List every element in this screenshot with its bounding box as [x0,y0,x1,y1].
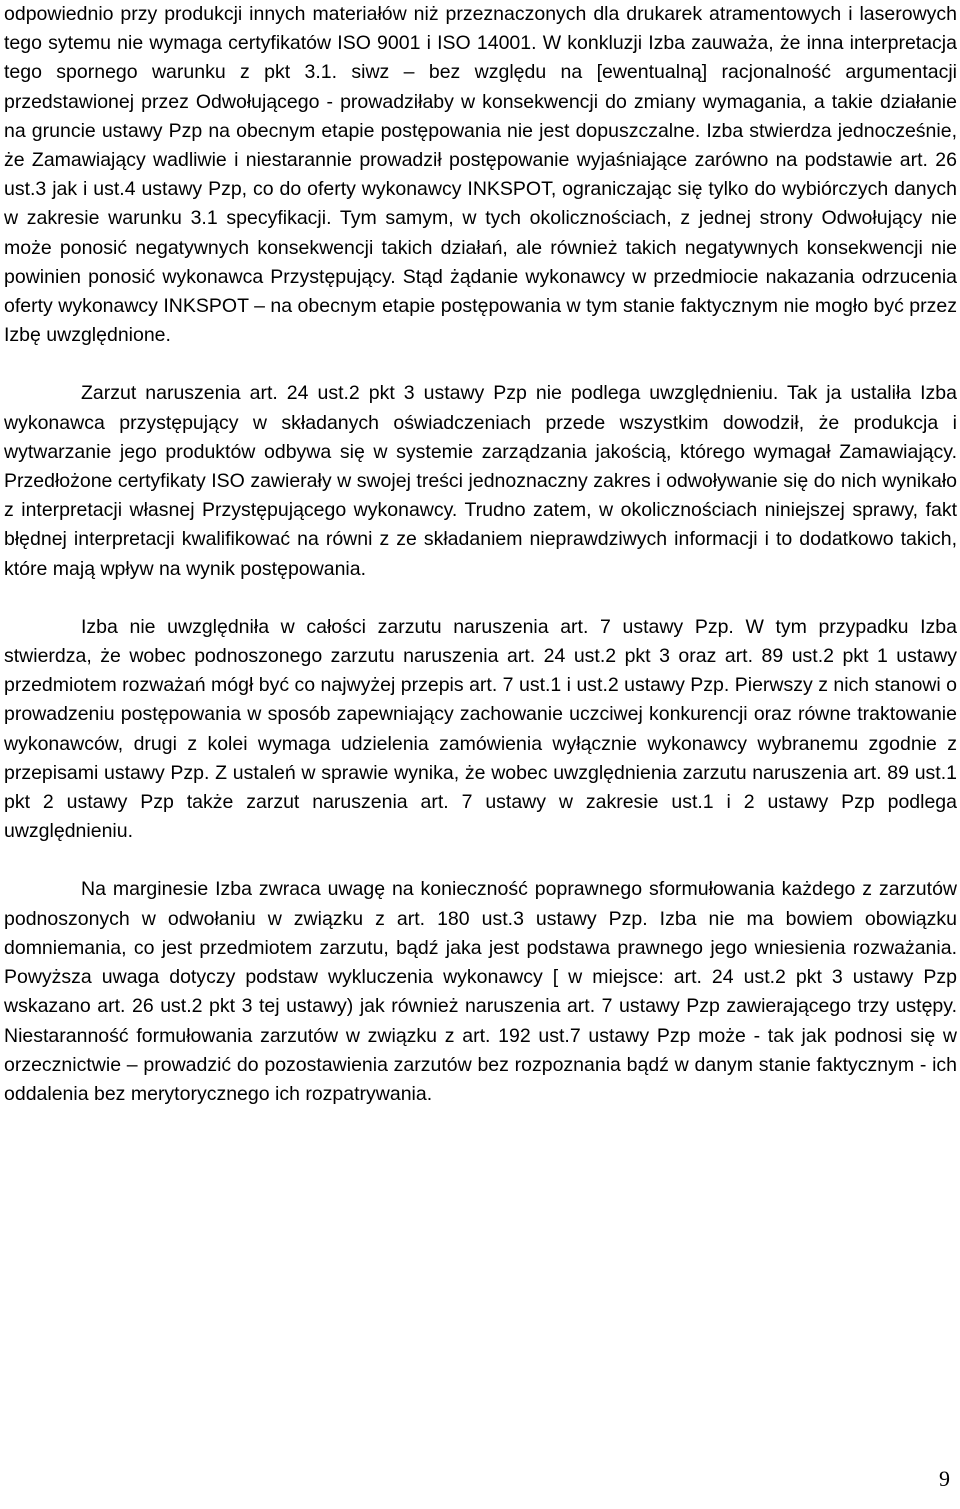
paragraph-4: Na marginesie Izba zwraca uwagę na konieczność poprawnego sformułowania każdego z zarzutów podnoszonych w odwołaniu w związku z art. 180 ust.3 ustawy Pzp. Izba nie ma bowiem obowiązku domniemania, co jest przedmiotem zarzutu, bądź jaka jest podstawa prawnego jego wniesienia rozważania. Powyższa uwaga dotyczy podstaw wykluczenia wykonawcy [ w miejsce: art. 24 ust.2 pkt 3 ustawy Pzp wskazano art. 26 ust.2 pkt 3 tej ustawy) jak również naruszenia art. 7 ustawy Pzp zawierającego trzy ustępy. Niestaranność formułowania zarzutów w związku z art. 192 ust.7 ustawy Pzp może - tak jak podnosi się w orzecznictwie – prowadzić do pozostawienia zarzutów bez rozpoznania bądź w danym stanie faktycznym - ich oddalenia bez merytorycznego ich rozpatrywania. [4,878,957,1105]
page-number: 9 [939,1466,950,1491]
paragraph-spacer [4,846,957,875]
paragraph-spacer [4,584,957,613]
paragraph-3: Izba nie uwzględniła w całości zarzutu naruszenia art. 7 ustawy Pzp. W tym przypadku Izba stwierdza, że wobec podnoszonego zarzutu naruszenia art. 24 ust.2 pkt 3 oraz art. 89 ust.2 pkt 1 ustawy przedmiotem rozważań mógł być co najwyżej przepis art. 7 ust.1 i ust.2 ustawy Pzp. Pierwszy z nich stanowi o prowadzeniu postępowania w sposób zapewniający zachowanie uczciwej konkurencji oraz równe traktowanie wykonawców, drugi z kolei wymaga udzielenia zamówienia wyłącznie wykonawcy wybranemu zgodnie z przepisami ustawy Pzp. Z ustaleń w sprawie wynika, że wobec uwzględnienia zarzutu naruszenia art. 89 ust.1 pkt 2 ustawy Pzp także zarzut naruszenia art. 7 ustawy w zakresie ust.1 i 2 ustawy Pzp podlega uwzględnieniu. [4,615,957,843]
document-page [4,0,957,1109]
paragraph-spacer [4,350,957,379]
paragraph-2: Zarzut naruszenia art. 24 ust.2 pkt 3 ustawy Pzp nie podlega uwzględnieniu. Tak ja ustaliła Izba wykonawca przystępujący w składanych oświadczeniach przede wszystkim dowodził, że produkcja i wytwarzanie jego produktów odbywa się w systemie zarządzania jakością, którego wymagał Zamawiający. Przedłożone certyfikaty ISO zawierały w swojej treści jednoznaczny zakres i odwoływanie się do nich wynikało z interpretacji własnej Przystępującego wykonawcy. Trudno zatem, w okolicznościach niniejszej sprawy, fakt błędnej interpretacji kwalifikować na równi z ze składaniem nieprawdziwych informacji i to dodatkowo takich, które mają wpływ na wynik postępowania. [4,382,957,580]
paragraph-1: odpowiednio przy produkcji innych materiałów niż przeznaczonych dla drukarek atramentowych i laserowych tego sytemu nie wymaga certyfikatów ISO 9001 i ISO 14001. W konkluzji Izba zauważa, że inna interpretacja tego spornego warunku z pkt 3.1. siwz – bez względu na [ewentualną] racjonalność argumentacji przedstawionej przez Odwołującego - prowadziłaby w konsekwencji do zmiany wymagania, a takie działanie na gruncie ustawy Pzp na obecnym etapie postępowania nie jest dopuszczalne. Izba stwierdza jednocześnie, że Zamawiający wadliwie i niestarannie prowadził postępowanie wyjaśniające zarówno na podstawie art. 26 ust.3 jak i ust.4 ustawy Pzp, co do oferty wykonawcy INKSPOT, ograniczając się tylko do wybiórczych danych w zakresie warunku 3.1 specyfikacji. Tym samym, w tych okolicznościach, z jednej strony Odwołujący nie może ponosić negatywnych konsekwencji takich działań, ale również takich negatywnych konsekwencji nie powinien ponosić wykonawca Przystępujący. Stąd żądanie wykonawcy w przedmiocie nakazania odrzucenia oferty wykonawcy INKSPOT – na obecnym etapie postępowania w tym stanie faktycznym nie mogło być przez Izbę uwzględnione. [4,3,957,347]
